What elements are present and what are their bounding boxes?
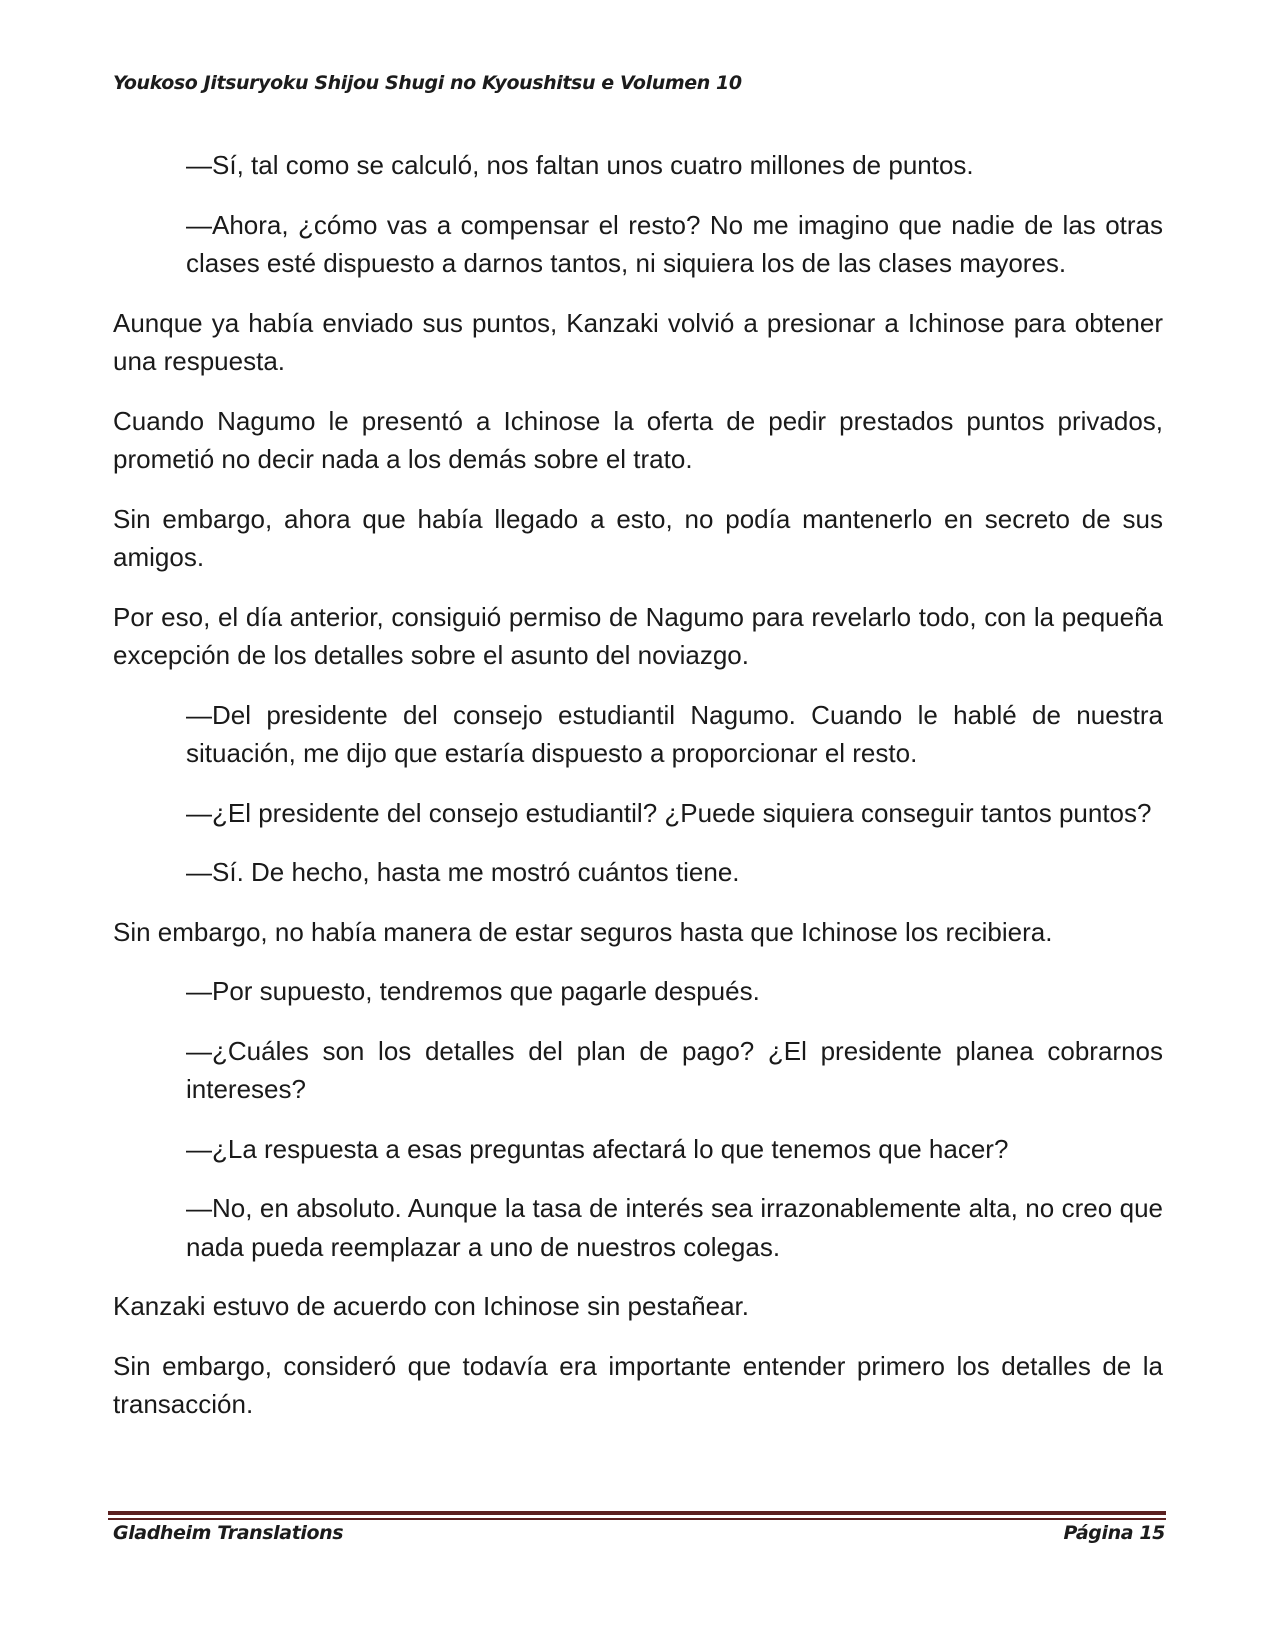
paragraph-2: —Ahora, ¿cómo vas a compensar el resto? No me imagino que nadie de las otras clases esté dispuesto a darnos tantos, ni siquiera los de las clases mayores. bbox=[186, 209, 1163, 278]
paragraph-11: —Por supuesto, tendremos que pagarle después. bbox=[186, 976, 760, 1006]
paragraph-16: Sin embargo, consideró que todavía era importante entender primero los detalles de la transacción. bbox=[113, 1350, 1163, 1419]
footer-translator: Gladheim Translations bbox=[113, 1522, 344, 1544]
page-header-title: Youkoso Jitsuryoku Shijou Shugi no Kyoushitsu e Volumen 10 bbox=[113, 72, 742, 94]
paragraph-10: Sin embargo, no había manera de estar seguros hasta que Ichinose los recibiera. bbox=[113, 916, 1053, 947]
paragraph-4: Cuando Nagumo le presentó a Ichinose la oferta de pedir prestados puntos privados, prometió no decir nada a los demás sobre el trato. bbox=[113, 405, 1163, 474]
paragraph-8: —¿El presidente del consejo estudiantil? ¿Puede siquiera conseguir tantos puntos? bbox=[186, 797, 1152, 828]
paragraph-13: —¿La respuesta a esas preguntas afectará lo que tenemos que hacer? bbox=[186, 1133, 1009, 1164]
paragraph-5: Sin embargo, ahora que había llegado a esto, no podía mantenerlo en secreto de sus amigos. bbox=[113, 503, 1163, 572]
paragraph-14: —No, en absoluto. Aunque la tasa de interés sea irrazonablemente alta, no creo que nada pueda reemplazar a uno de nuestros colegas. bbox=[186, 1193, 1163, 1262]
paragraph-9: —Sí. De hecho, hasta me mostró cuántos tiene. bbox=[186, 857, 740, 887]
paragraph-7: —Del presidente del consejo estudiantil Nagumo. Cuando le hablé de nuestra situación, me dijo que estaría dispuesto a proporcionar el resto. bbox=[186, 699, 1163, 768]
footer-page-number: Página 15 bbox=[1063, 1522, 1165, 1544]
footer-divider-thin bbox=[108, 1518, 1166, 1520]
body-text bbox=[113, 146, 1163, 1445]
paragraph-12: —¿Cuáles son los detalles del plan de pago? ¿El presidente planea cobrarnos intereses? bbox=[186, 1035, 1163, 1104]
paragraph-1: —Sí, tal como se calculó, nos faltan unos cuatro millones de puntos. bbox=[186, 150, 974, 180]
footer-divider-thick bbox=[108, 1511, 1166, 1515]
paragraph-15: Kanzaki estuvo de acuerdo con Ichinose sin pestañear. bbox=[113, 1291, 749, 1321]
paragraph-3: Aunque ya había enviado sus puntos, Kanzaki volvió a presionar a Ichinose para obtener una respuesta. bbox=[113, 307, 1163, 376]
paragraph-6: Por eso, el día anterior, consiguió permiso de Nagumo para revelarlo todo, con la pequeña excepción de los detalles sobre el asunto del noviazgo. bbox=[113, 601, 1163, 670]
